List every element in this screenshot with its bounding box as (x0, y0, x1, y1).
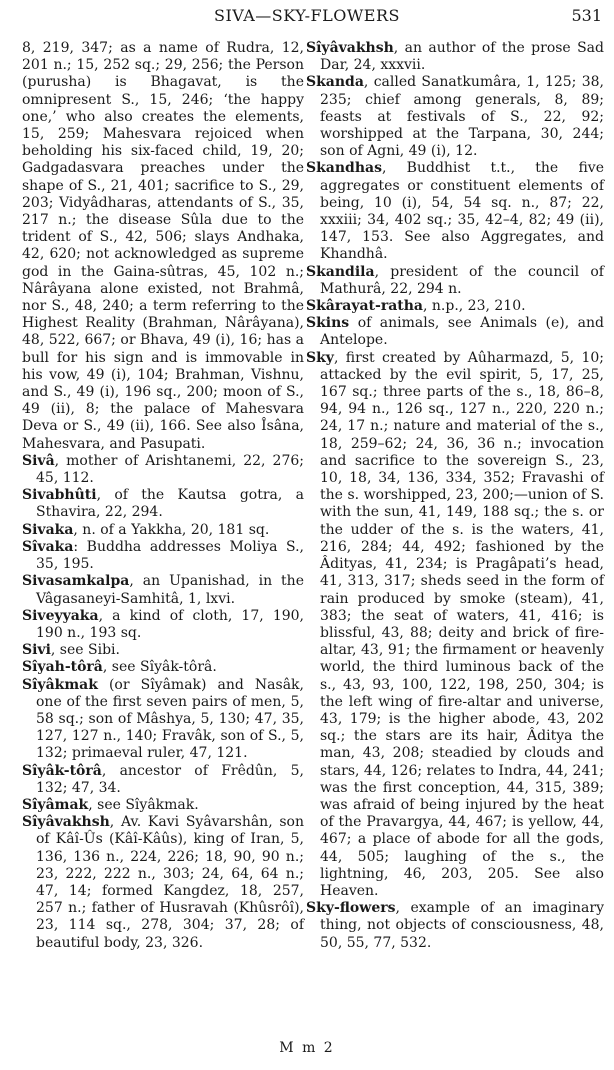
index-entry (22, 797, 304, 814)
entry-text: : Buddha addresses Moliya S., 35, 195. (36, 538, 304, 573)
index-entry (22, 608, 304, 642)
entry-text: , an author of the prose Sad Dar, 24, xxxvii. (320, 40, 604, 74)
entry-text: , ancestor of Frêdûn, 5, 132; 47, 34. (36, 762, 304, 796)
index-entry (22, 453, 304, 487)
entry-headword: Skandila (306, 263, 375, 280)
entry-text: , n. of a Yakkha, 20, 181 sq. (73, 521, 270, 538)
entry-text: , called Sanatkumâra, 1, 125; 38, 235; chief among generals, 8, 89; feasts at festivals of S., 22, 92; worshipped at the Tarpana, 30, 244; son of Agni, 49 (i), 12. (320, 74, 604, 160)
entry-text: , example of an imaginary thing, not objects of consciousness, 48, 50, 55, 77, 532. (320, 900, 604, 951)
right-column (306, 40, 604, 952)
entry-text: of animals, see Animals (e), and Antelope. (320, 315, 604, 349)
entry-headword: Sîyâk-tôrâ (22, 762, 102, 779)
entry-headword: Sivi (22, 642, 51, 659)
entry-headword: Sîvaka (22, 538, 74, 555)
entry-headword: Sky (306, 349, 334, 366)
index-entry (22, 539, 304, 573)
index-entry (306, 900, 604, 952)
entry-headword: Sîyâkmak (22, 676, 98, 693)
entry-headword: Sky-flowers (306, 900, 396, 917)
index-entry (306, 160, 604, 263)
running-title: SIVA—SKY-FLOWERS (214, 6, 400, 25)
running-head (0, 6, 614, 28)
entry-text: (or Sîyâmak) and Nasâk, one of the first seven pairs of men, 5, 58 sq.; son of Mâshya, 5, 130; 47, 35, 127, 127 n., 140; Fravâk, son of S., 5, 132; primaeval ruler, 47, 121. (36, 676, 304, 762)
index-entry (306, 298, 604, 315)
entry-headword: Sivasamkalpa (22, 573, 130, 590)
index-entry (22, 522, 304, 539)
entry-text: , n.p., 23, 210. (422, 298, 526, 315)
index-entry (22, 677, 304, 763)
entry-headword: Sivâ (22, 452, 55, 469)
entry-text: , mother of Arishtanemi, 22, 276; 45, 112. (36, 452, 304, 487)
entry-headword: Sivabhûti (22, 487, 97, 504)
index-entry (22, 659, 304, 676)
entry-text: 8, 219, 347; as a name of Rudra, 12, 201 n.; 15, 252 sq.; 29, 256; the Person (purusha) is Bhagavat, is the omnipresent S., 15, 246; ‘the happy one,’ who also creates the elements, 15, 259; Mahesvara rejoiced when beholding his six-faced child, 19, 20; Gadgadasvara preaches under the shape of S., 21, 401; sacrifice to S., 29, 203; Vidyâdharas, attendants of S., 35, 217 n.; the disease Sûla due to the trident of S., 42, 506; slays Andhaka, 42, 620; not acknowledged as supreme god in the Gaina-sûtras, 45, 102 n.; Nârâyana alone existed, not Brahmâ, nor S., 48, 240; a term referring to the Highest Reality (Brahman, Nârâyana), 48, 522, 667; or Bhava, 49 (i), 16; has a bull for his sign and is immovable in his vow, 49 (i), 104; Brahman, Vishnu, and S., 49 (i), 196 sq., 200; moon of S., 49 (ii), 8; the palace of Mahesvara Deva or S., 49 (ii), 166. See also Îsâna, Mahesvara, and Pasupati. (22, 40, 304, 452)
entry-headword: Skanda (306, 74, 364, 91)
entry-headword: Sîyâmak (22, 796, 89, 813)
signature-mark: M m 2 (279, 1040, 335, 1056)
entry-text: , Buddhist t.t., the five aggregates or constituent elements of being, 10 (i), 54, 54 sq. n., 87; 22, xxxiii; 34, 402 sq.; 35, 42–4, 82; 49 (ii), 147, 153. See also Aggregates, and Khandhâ. (320, 160, 604, 263)
index-entry (22, 573, 304, 607)
entry-text: , of the Kautsa gotra, a Sthavira, 22, 294. (36, 487, 304, 521)
entry-text: , a kind of cloth, 17, 190, 190 n., 193 sq. (36, 607, 304, 641)
entry-headword: Sivaka (22, 521, 74, 538)
index-entry (22, 763, 304, 797)
left-column (22, 40, 304, 952)
index-entry (306, 74, 604, 160)
entry-headword: Sîyâvakhsh (306, 40, 394, 56)
entry-text: , first created by Aûharmazd, 5, 10; attacked by the evil spirit, 5, 17, 25, 167 sq.; three parts of the s., 18, 86–8, 94, 94 n., 126 sq., 127 n., 220, 220 n.; 24, 17 n.; nature and material of the s., 18, 259–62; 24, 36, 36 n.; invocation and sacrifice to the sovereign S., 23, 10, 18, 34, 136, 334, 352; Fravashi of the s. worshipped, 23, 200;—union of S. with the sun, 41, 149, 188 sq.; the s. or the udder of the s. is the waters, 41, 216, 284; 44, 492; fashioned by the Âdityas, 41, 234; is Pragâpati’s head, 41, 313, 317; sheds seed in the form of rain produced by smoke (steam), 41, 383; the seat of waters, 41, 416; is blissful, 43, 88; deity and brick of fire-altar, 43, 91; the firmament or heavenly world, the third luminous back of the s., 43, 93, 100, 122, 198, 250, 304; is the left wing of fire-altar and universe, 43, 179; is the higher abode, 43, 202 sq.; the stars are its hair, Âditya the man, 43, 208; steadied by clouds and stars, 44, 126; relates to Indra, 44, 241; was the first conception, 44, 315, 389; was afraid of being injured by the heat of the Pravargya, 44, 467; is yellow, 44, 467; a place of abode for all the gods, 44, 505; laughing of the s., the lightning, 46, 203, 205. See also Heaven. (320, 349, 604, 899)
index-entry (22, 642, 304, 659)
index-entry (306, 264, 604, 298)
entry-text: , see Sîyâk-tôrâ. (102, 659, 217, 676)
entry-headword: Skins (306, 315, 350, 332)
entry-text: , see Sîyâkmak. (88, 796, 199, 813)
entry-headword: Sîyah-tôrâ (22, 659, 103, 676)
index-entry (306, 315, 604, 349)
entry-text: , Av. Kavi Syâvarshân, son of Kâî-Ûs (Kâî-Kâûs), king of Iran, 5, 136, 136 n., 224, 226; 18, 90, 90 n.; 23, 222, 222 n., 303; 24, 64, 64 n.; 47, 14; formed Kangdez, 18, 257, 257 n.; father of Husravah (Khûsrôî), 23, 114 sq., 278, 304; 37, 28; of beautiful body, 23, 326. (36, 814, 304, 951)
entry-text: , president of the council of Mathurâ, 22, 294 n. (320, 263, 604, 297)
entry-headword: Skandhas (306, 160, 382, 177)
index-entry (22, 487, 304, 521)
entry-headword: Skârayat-ratha (306, 298, 423, 315)
entry-headword: Siveyyaka (22, 607, 99, 624)
page-number: 531 (571, 6, 602, 25)
entry-text: , an Upanishad, in the Vâgasaneyi-Samhitâ, 1, lxvi. (36, 573, 304, 607)
entry-text: , see Sibi. (50, 642, 120, 659)
index-entry (306, 350, 604, 901)
entry-headword: Sîyâvakhsh (22, 814, 110, 831)
index-entry (22, 40, 304, 453)
index-entry (22, 814, 304, 952)
index-entry (306, 40, 604, 74)
